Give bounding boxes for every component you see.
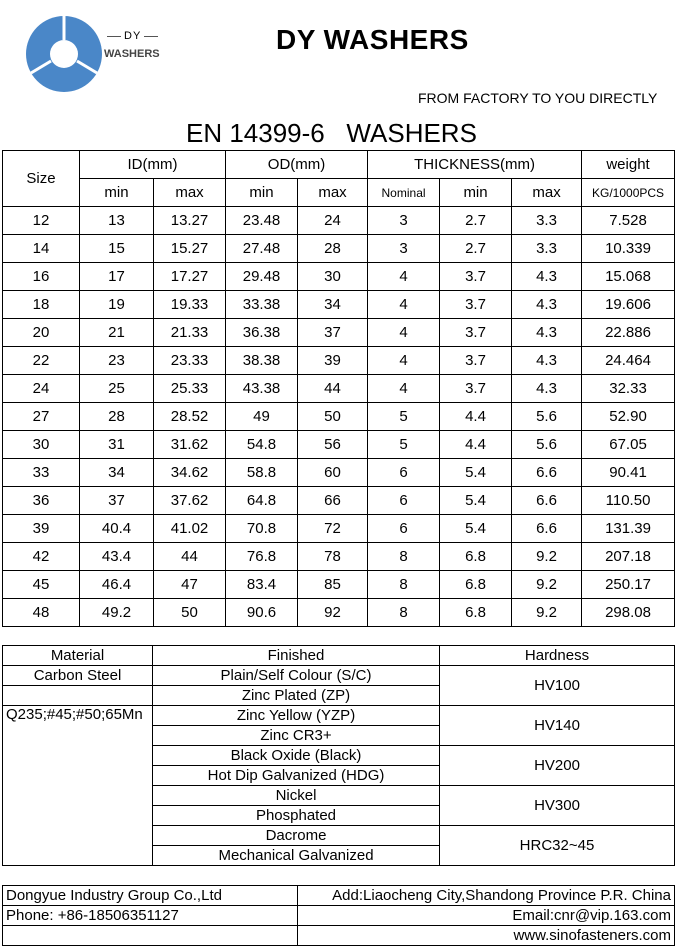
- table-row: [3, 543, 675, 571]
- id-max-cell: 31.62: [154, 431, 226, 459]
- thickness-max-cell: 5.6: [512, 403, 582, 431]
- od-max-cell: 34: [298, 291, 368, 319]
- weight-cell: 15.068: [582, 263, 675, 291]
- id-max-cell: 47: [154, 571, 226, 599]
- id-min-cell: 49.2: [80, 599, 154, 627]
- thickness-nominal-cell: 5: [368, 403, 440, 431]
- size-cell: 33: [3, 459, 80, 487]
- od-min-cell: 49: [226, 403, 298, 431]
- size-cell: 45: [3, 571, 80, 599]
- thickness-max-cell: 4.3: [512, 347, 582, 375]
- company-phone: Phone: +86-18506351127: [3, 906, 298, 926]
- od-max-cell: 92: [298, 599, 368, 627]
- id-max-cell: 21.33: [154, 319, 226, 347]
- weight-header: weight: [582, 151, 675, 179]
- hardness-cell: HRC32~45: [440, 826, 675, 866]
- hardness-cell: HV140: [440, 706, 675, 746]
- table-row: [3, 291, 675, 319]
- id-min-cell: 17: [80, 263, 154, 291]
- logo-icon: [24, 14, 104, 94]
- thickness-header: THICKNESS(mm): [368, 151, 582, 179]
- od-max-header: max: [298, 179, 368, 207]
- id-min-cell: 15: [80, 235, 154, 263]
- hardness-cell: HV200: [440, 746, 675, 786]
- od-max-cell: 72: [298, 515, 368, 543]
- thickness-min-cell: 3.7: [440, 319, 512, 347]
- id-max-cell: 44: [154, 543, 226, 571]
- id-max-cell: 28.52: [154, 403, 226, 431]
- od-min-cell: 33.38: [226, 291, 298, 319]
- thickness-max-cell: 4.3: [512, 319, 582, 347]
- table-row: [3, 263, 675, 291]
- weight-cell: 207.18: [582, 543, 675, 571]
- thickness-nominal-cell: 3: [368, 207, 440, 235]
- thickness-max-cell: 4.3: [512, 263, 582, 291]
- od-min-cell: 83.4: [226, 571, 298, 599]
- size-cell: 24: [3, 375, 80, 403]
- thickness-nominal-cell: 4: [368, 347, 440, 375]
- id-min-cell: 19: [80, 291, 154, 319]
- company-name: Dongyue Industry Group Co.,Ltd: [3, 886, 298, 906]
- od-max-cell: 50: [298, 403, 368, 431]
- thickness-min-cell: 3.7: [440, 375, 512, 403]
- size-cell: 30: [3, 431, 80, 459]
- weight-cell: 90.41: [582, 459, 675, 487]
- thickness-max-cell: 3.3: [512, 235, 582, 263]
- company-address: Add:Liaocheng City,Shandong Province P.R. China: [298, 886, 675, 906]
- od-min-cell: 29.48: [226, 263, 298, 291]
- thickness-max-cell: 5.6: [512, 431, 582, 459]
- finish-cell: Black Oxide (Black): [153, 746, 440, 766]
- company-website[interactable]: www.sinofasteners.com: [298, 926, 675, 946]
- table-row: [3, 207, 675, 235]
- thickness-min-cell: 4.4: [440, 431, 512, 459]
- logo-text-washers: WASHERS: [104, 48, 160, 60]
- weight-cell: 110.50: [582, 487, 675, 515]
- id-max-header: max: [154, 179, 226, 207]
- id-max-cell: 50: [154, 599, 226, 627]
- weight-cell: 32.33: [582, 375, 675, 403]
- size-cell: 36: [3, 487, 80, 515]
- od-min-cell: 27.48: [226, 235, 298, 263]
- thickness-max-header: max: [512, 179, 582, 207]
- id-min-cell: 31: [80, 431, 154, 459]
- weight-cell: 67.05: [582, 431, 675, 459]
- contact-row: [3, 886, 675, 906]
- size-cell: 27: [3, 403, 80, 431]
- table-row: [3, 599, 675, 627]
- material-cell: Carbon Steel: [3, 666, 153, 686]
- od-min-cell: 38.38: [226, 347, 298, 375]
- id-min-cell: 40.4: [80, 515, 154, 543]
- thickness-max-cell: 4.3: [512, 291, 582, 319]
- od-header: OD(mm): [226, 151, 368, 179]
- id-max-cell: 34.62: [154, 459, 226, 487]
- od-min-cell: 76.8: [226, 543, 298, 571]
- thickness-nominal-cell: 4: [368, 263, 440, 291]
- thickness-min-cell: 2.7: [440, 235, 512, 263]
- finish-cell: Phosphated: [153, 806, 440, 826]
- finish-cell: Mechanical Galvanized: [153, 846, 440, 866]
- size-cell: 14: [3, 235, 80, 263]
- material-cell: [3, 706, 153, 866]
- weight-cell: 22.886: [582, 319, 675, 347]
- od-min-cell: 90.6: [226, 599, 298, 627]
- finish-cell: Zinc CR3+: [153, 726, 440, 746]
- od-max-cell: 44: [298, 375, 368, 403]
- thickness-nominal-cell: 5: [368, 431, 440, 459]
- id-max-cell: 17.27: [154, 263, 226, 291]
- table-row: [3, 459, 675, 487]
- thickness-min-cell: 6.8: [440, 599, 512, 627]
- spec-body: [3, 207, 675, 627]
- thickness-max-cell: 6.6: [512, 487, 582, 515]
- od-max-cell: 85: [298, 571, 368, 599]
- table-row: [3, 515, 675, 543]
- thickness-max-cell: 9.2: [512, 543, 582, 571]
- weight-unit-header: KG/1000PCS: [582, 179, 675, 207]
- id-min-cell: 43.4: [80, 543, 154, 571]
- thickness-min-cell: 5.4: [440, 515, 512, 543]
- size-header: Size: [3, 151, 80, 207]
- finished-header: Finished: [153, 646, 440, 666]
- material-grades: Q235;#45;#50;65Mn: [6, 706, 143, 723]
- spec-subheader-row: [3, 179, 675, 207]
- weight-cell: 24.464: [582, 347, 675, 375]
- size-cell: 42: [3, 543, 80, 571]
- od-max-cell: 39: [298, 347, 368, 375]
- id-min-cell: 37: [80, 487, 154, 515]
- id-max-cell: 25.33: [154, 375, 226, 403]
- thickness-max-cell: 6.6: [512, 515, 582, 543]
- thickness-nominal-header: Nominal: [368, 179, 440, 207]
- id-min-cell: 23: [80, 347, 154, 375]
- thickness-min-cell: 4.4: [440, 403, 512, 431]
- thickness-min-cell: 5.4: [440, 459, 512, 487]
- thickness-nominal-cell: 8: [368, 599, 440, 627]
- finish-cell: Nickel: [153, 786, 440, 806]
- id-min-cell: 28: [80, 403, 154, 431]
- od-max-cell: 78: [298, 543, 368, 571]
- size-cell: 48: [3, 599, 80, 627]
- thickness-min-cell: 6.8: [440, 571, 512, 599]
- thickness-max-cell: 9.2: [512, 599, 582, 627]
- finish-table: [2, 645, 675, 866]
- od-max-cell: 60: [298, 459, 368, 487]
- table-row: [3, 375, 675, 403]
- id-min-cell: 46.4: [80, 571, 154, 599]
- company-email[interactable]: Email:cnr@vip.163.com: [298, 906, 675, 926]
- thickness-min-header: min: [440, 179, 512, 207]
- id-min-header: min: [80, 179, 154, 207]
- id-min-cell: 21: [80, 319, 154, 347]
- logo-text-dy: DY: [104, 30, 161, 42]
- thickness-min-cell: 5.4: [440, 487, 512, 515]
- finish-row: [3, 706, 675, 726]
- thickness-nominal-cell: 6: [368, 515, 440, 543]
- od-max-cell: 28: [298, 235, 368, 263]
- od-min-cell: 58.8: [226, 459, 298, 487]
- slogan: FROM FACTORY TO YOU DIRECTLY: [418, 90, 658, 106]
- id-max-cell: 13.27: [154, 207, 226, 235]
- table-row: [3, 403, 675, 431]
- id-min-cell: 25: [80, 375, 154, 403]
- weight-cell: 52.90: [582, 403, 675, 431]
- size-cell: 39: [3, 515, 80, 543]
- thickness-max-cell: 3.3: [512, 207, 582, 235]
- thickness-min-cell: 2.7: [440, 207, 512, 235]
- material-header: Material: [3, 646, 153, 666]
- size-cell: 12: [3, 207, 80, 235]
- weight-cell: 250.17: [582, 571, 675, 599]
- size-cell: 18: [3, 291, 80, 319]
- hardness-cell: HV300: [440, 786, 675, 826]
- od-min-cell: 43.38: [226, 375, 298, 403]
- id-max-cell: 15.27: [154, 235, 226, 263]
- thickness-min-cell: 3.7: [440, 347, 512, 375]
- thickness-nominal-cell: 6: [368, 487, 440, 515]
- table-row: [3, 235, 675, 263]
- hardness-header: Hardness: [440, 646, 675, 666]
- thickness-nominal-cell: 3: [368, 235, 440, 263]
- standard-title: EN 14399-6 WASHERS: [186, 118, 477, 148]
- thickness-max-cell: 6.6: [512, 459, 582, 487]
- finish-cell: Dacrome: [153, 826, 440, 846]
- thickness-nominal-cell: 6: [368, 459, 440, 487]
- thickness-nominal-cell: 4: [368, 291, 440, 319]
- size-cell: 20: [3, 319, 80, 347]
- thickness-min-cell: 3.7: [440, 263, 512, 291]
- weight-cell: 298.08: [582, 599, 675, 627]
- weight-cell: 19.606: [582, 291, 675, 319]
- thickness-min-cell: 3.7: [440, 291, 512, 319]
- contact-row: [3, 906, 675, 926]
- od-max-cell: 30: [298, 263, 368, 291]
- id-max-cell: 23.33: [154, 347, 226, 375]
- id-max-cell: 41.02: [154, 515, 226, 543]
- finish-cell: Zinc Yellow (YZP): [153, 706, 440, 726]
- od-max-cell: 66: [298, 487, 368, 515]
- contact-empty-cell: [3, 926, 298, 946]
- weight-cell: 7.528: [582, 207, 675, 235]
- od-min-cell: 64.8: [226, 487, 298, 515]
- od-min-cell: 54.8: [226, 431, 298, 459]
- od-min-cell: 70.8: [226, 515, 298, 543]
- finish-header-row: [3, 646, 675, 666]
- id-min-cell: 34: [80, 459, 154, 487]
- size-cell: 16: [3, 263, 80, 291]
- od-min-cell: 36.38: [226, 319, 298, 347]
- thickness-min-cell: 6.8: [440, 543, 512, 571]
- thickness-nominal-cell: 8: [368, 543, 440, 571]
- table-row: [3, 431, 675, 459]
- table-row: [3, 347, 675, 375]
- finish-row: [3, 666, 675, 686]
- id-max-cell: 37.62: [154, 487, 226, 515]
- material-cell-empty: [3, 686, 153, 706]
- id-max-cell: 19.33: [154, 291, 226, 319]
- finish-cell: Hot Dip Galvanized (HDG): [153, 766, 440, 786]
- brand-title: DY WASHERS: [276, 24, 469, 55]
- weight-cell: 131.39: [582, 515, 675, 543]
- od-max-cell: 37: [298, 319, 368, 347]
- od-min-header: min: [226, 179, 298, 207]
- thickness-nominal-cell: 8: [368, 571, 440, 599]
- finish-cell: Plain/Self Colour (S/C): [153, 666, 440, 686]
- od-max-cell: 56: [298, 431, 368, 459]
- id-header: ID(mm): [80, 151, 226, 179]
- table-row: [3, 487, 675, 515]
- spec-header-row: [3, 151, 675, 179]
- od-min-cell: 23.48: [226, 207, 298, 235]
- contact-row: [3, 926, 675, 946]
- hardness-cell: HV100: [440, 666, 675, 706]
- thickness-nominal-cell: 4: [368, 319, 440, 347]
- od-max-cell: 24: [298, 207, 368, 235]
- thickness-max-cell: 9.2: [512, 571, 582, 599]
- weight-cell: 10.339: [582, 235, 675, 263]
- finish-cell: Zinc Plated (ZP): [153, 686, 440, 706]
- spec-table: [2, 150, 675, 627]
- contact-table: [2, 885, 675, 946]
- table-row: [3, 571, 675, 599]
- id-min-cell: 13: [80, 207, 154, 235]
- table-row: [3, 319, 675, 347]
- thickness-max-cell: 4.3: [512, 375, 582, 403]
- size-cell: 22: [3, 347, 80, 375]
- thickness-nominal-cell: 4: [368, 375, 440, 403]
